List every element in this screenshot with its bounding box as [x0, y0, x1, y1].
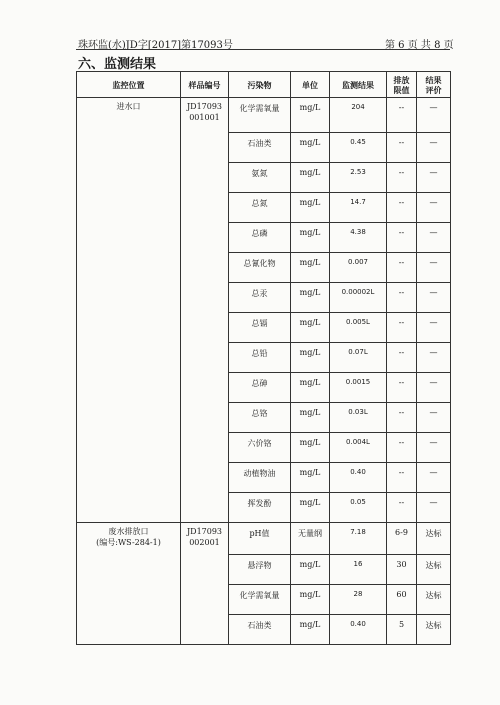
limit-cell: -- [387, 463, 417, 493]
sample-id-line: 001001 [189, 113, 220, 122]
pollutant-cell: 挥发酚 [229, 493, 291, 523]
unit-cell: mg/L [291, 223, 330, 253]
evaluation-cell: — [417, 313, 451, 343]
limit-cell: -- [387, 493, 417, 523]
pollutant-cell: 石油类 [229, 133, 291, 163]
result-cell: 0.45 [330, 133, 387, 163]
evaluation-cell: — [417, 343, 451, 373]
result-cell: 0.05 [330, 493, 387, 523]
pollutant-cell: 总氮 [229, 193, 291, 223]
limit-cell: -- [387, 403, 417, 433]
unit-cell: mg/L [291, 403, 330, 433]
unit-cell: mg/L [291, 433, 330, 463]
result-cell: 204 [330, 98, 387, 133]
pollutant-cell: 六价铬 [229, 433, 291, 463]
pollutant-cell: 总磷 [229, 223, 291, 253]
pollutant-cell: 化学需氧量 [229, 585, 291, 615]
unit-cell: mg/L [291, 555, 330, 585]
limit-cell: 60 [387, 585, 417, 615]
limit-cell: -- [387, 98, 417, 133]
unit-cell: mg/L [291, 98, 330, 133]
location-line: 废水排放口 [108, 527, 149, 536]
limit-cell: -- [387, 253, 417, 283]
limit-cell: -- [387, 283, 417, 313]
column-header: 单位 [291, 72, 330, 98]
limit-cell: -- [387, 193, 417, 223]
evaluation-cell: — [417, 163, 451, 193]
unit-cell: mg/L [291, 343, 330, 373]
result-cell: 0.03L [330, 403, 387, 433]
limit-cell: -- [387, 163, 417, 193]
limit-cell: 30 [387, 555, 417, 585]
unit-cell: 无量纲 [291, 523, 330, 555]
unit-cell: mg/L [291, 253, 330, 283]
evaluation-cell: — [417, 98, 451, 133]
pollutant-cell: 化学需氧量 [229, 98, 291, 133]
column-header: 排放限值 [387, 72, 417, 98]
limit-cell: -- [387, 373, 417, 403]
evaluation-cell: 达标 [417, 555, 451, 585]
result-cell: 0.40 [330, 615, 387, 645]
evaluation-cell: 达标 [417, 523, 451, 555]
unit-cell: mg/L [291, 585, 330, 615]
unit-cell: mg/L [291, 133, 330, 163]
result-cell: 16 [330, 555, 387, 585]
evaluation-cell: — [417, 433, 451, 463]
limit-cell: 5 [387, 615, 417, 645]
column-header: 监测结果 [330, 72, 387, 98]
result-cell: 4.38 [330, 223, 387, 253]
unit-cell: mg/L [291, 283, 330, 313]
table-row [77, 98, 451, 133]
result-cell: 0.005L [330, 313, 387, 343]
evaluation-cell: — [417, 403, 451, 433]
evaluation-cell: — [417, 223, 451, 253]
result-cell: 0.40 [330, 463, 387, 493]
result-cell: 0.004L [330, 433, 387, 463]
unit-cell: mg/L [291, 193, 330, 223]
column-header: 污染物 [229, 72, 291, 98]
limit-cell: -- [387, 313, 417, 343]
result-cell: 7.18 [330, 523, 387, 555]
result-cell: 2.53 [330, 163, 387, 193]
limit-cell: -- [387, 223, 417, 253]
column-header: 样品编号 [181, 72, 229, 98]
document-number: 珠环监(水)JD字[2017]第17093号 [78, 40, 233, 51]
evaluation-cell: — [417, 373, 451, 403]
monitoring-location [77, 98, 181, 523]
result-cell: 0.07L [330, 343, 387, 373]
pollutant-cell: 氨氮 [229, 163, 291, 193]
pollutant-cell: 总砷 [229, 373, 291, 403]
evaluation-cell: — [417, 133, 451, 163]
sample-id-line: 002001 [189, 538, 220, 547]
pollutant-cell: 动植物油 [229, 463, 291, 493]
table-header-row [77, 72, 451, 98]
sample-id-line: JD17093 [186, 527, 223, 536]
header-divider [76, 49, 450, 50]
page-indicator: 第 6 页 共 8 页 [385, 40, 454, 51]
sample-id [181, 98, 229, 523]
column-header: 结果评价 [417, 72, 451, 98]
pollutant-cell: 总氰化物 [229, 253, 291, 283]
evaluation-cell: — [417, 493, 451, 523]
unit-cell: mg/L [291, 463, 330, 493]
result-cell: 0.007 [330, 253, 387, 283]
pollutant-cell: 总铬 [229, 403, 291, 433]
pollutant-cell: 总汞 [229, 283, 291, 313]
limit-cell: 6-9 [387, 523, 417, 555]
result-cell: 0.00002L [330, 283, 387, 313]
unit-cell: mg/L [291, 373, 330, 403]
unit-cell: mg/L [291, 615, 330, 645]
section-title: 六、监测结果 [78, 57, 157, 72]
monitoring-location [77, 523, 181, 645]
pollutant-cell: 悬浮物 [229, 555, 291, 585]
evaluation-cell: — [417, 283, 451, 313]
location-line: (编号:WS-284-1) [96, 538, 161, 547]
sample-id [181, 523, 229, 645]
limit-cell: -- [387, 343, 417, 373]
pollutant-cell: 总铅 [229, 343, 291, 373]
evaluation-cell: — [417, 463, 451, 493]
evaluation-cell: — [417, 193, 451, 223]
column-header: 监控位置 [77, 72, 181, 98]
table-row [77, 523, 451, 555]
unit-cell: mg/L [291, 163, 330, 193]
pollutant-cell: pH值 [229, 523, 291, 555]
unit-cell: mg/L [291, 493, 330, 523]
evaluation-cell: 达标 [417, 615, 451, 645]
location-line: 进水口 [116, 102, 141, 111]
pollutant-cell: 石油类 [229, 615, 291, 645]
unit-cell: mg/L [291, 313, 330, 343]
limit-cell: -- [387, 133, 417, 163]
sample-id-line: JD17093 [186, 102, 223, 111]
result-cell: 14.7 [330, 193, 387, 223]
evaluation-cell: — [417, 253, 451, 283]
limit-cell: -- [387, 433, 417, 463]
result-cell: 28 [330, 585, 387, 615]
result-cell: 0.0015 [330, 373, 387, 403]
pollutant-cell: 总镉 [229, 313, 291, 343]
monitoring-results-table [76, 71, 451, 645]
evaluation-cell: 达标 [417, 585, 451, 615]
